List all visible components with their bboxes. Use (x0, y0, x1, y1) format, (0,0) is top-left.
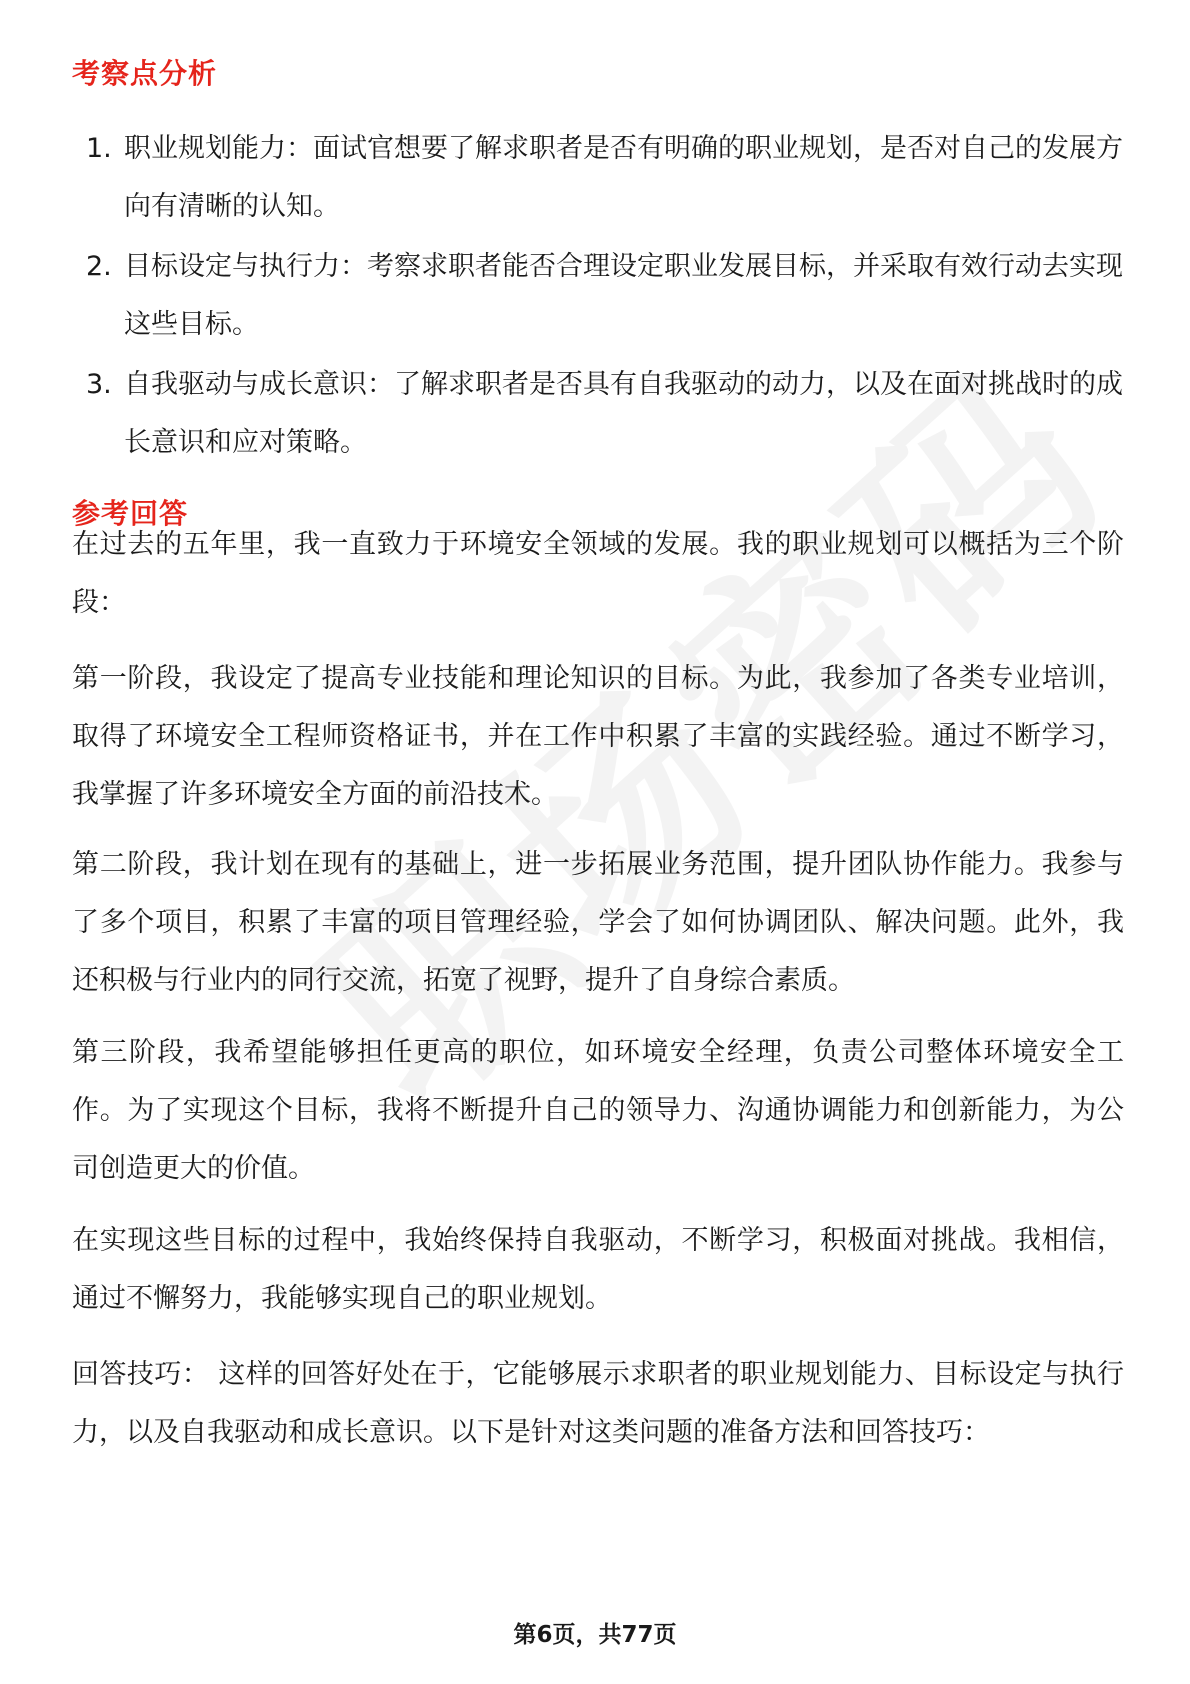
answer-paragraph: 在过去的五年里，我一直致力于环境安全领域的发展。我的职业规划可以概括为三个阶段： (72, 529, 1124, 618)
list-item-text: 职业规划能力：面试官想要了解求职者是否有明确的职业规划，是否对自己的发展方向有清晰的认知。 (124, 133, 1123, 222)
list-number: 3. (86, 369, 112, 400)
section-title-analysis: 考察点分析 (72, 57, 218, 90)
analysis-list (72, 120, 1132, 474)
section-title-answer: 参考回答 (72, 497, 189, 530)
answer-paragraph: 第二阶段，我计划在现有的基础上，进一步拓展业务范围，提升团队协作能力。我参与了多个项目，积累了丰富的项目管理经验，学会了如何协调团队、解决问题。此外，我还积极与行业内的同行交流，拓宽了视野，提升了自身综合素质。 (72, 849, 1124, 996)
list-item (72, 238, 1132, 354)
list-number: 2. (86, 251, 112, 282)
list-item-text: 目标设定与执行力：考察求职者能否合理设定职业发展目标，并采取有效行动去实现这些目标。 (124, 251, 1123, 340)
list-item-text: 自我驱动与成长意识：了解求职者是否具有自我驱动的动力，以及在面对挑战时的成长意识和应对策略。 (124, 369, 1123, 458)
list-item (72, 120, 1132, 236)
list-number: 1. (86, 133, 112, 164)
list-item (72, 356, 1132, 472)
answer-paragraph: 第一阶段，我设定了提高专业技能和理论知识的目标。为此，我参加了各类专业培训，取得了环境安全工程师资格证书，并在工作中积累了丰富的实践经验。通过不断学习，我掌握了许多环境安全方面的前沿技术。 (72, 663, 1124, 810)
page-number: 第6页，共77页 (513, 1622, 677, 1648)
answer-paragraph: 第三阶段，我希望能够担任更高的职位，如环境安全经理，负责公司整体环境安全工作。为了实现这个目标，我将不断提升自己的领导力、沟通协调能力和创新能力，为公司创造更大的价值。 (72, 1037, 1124, 1184)
answer-paragraph: 在实现这些目标的过程中，我始终保持自我驱动，不断学习，积极面对挑战。我相信，通过不懈努力，我能够实现自己的职业规划。 (72, 1225, 1124, 1314)
answer-tips-paragraph: 回答技巧： 这样的回答好处在于，它能够展示求职者的职业规划能力、目标设定与执行力，以及自我驱动和成长意识。以下是针对这类问题的准备方法和回答技巧： (72, 1359, 1124, 1448)
